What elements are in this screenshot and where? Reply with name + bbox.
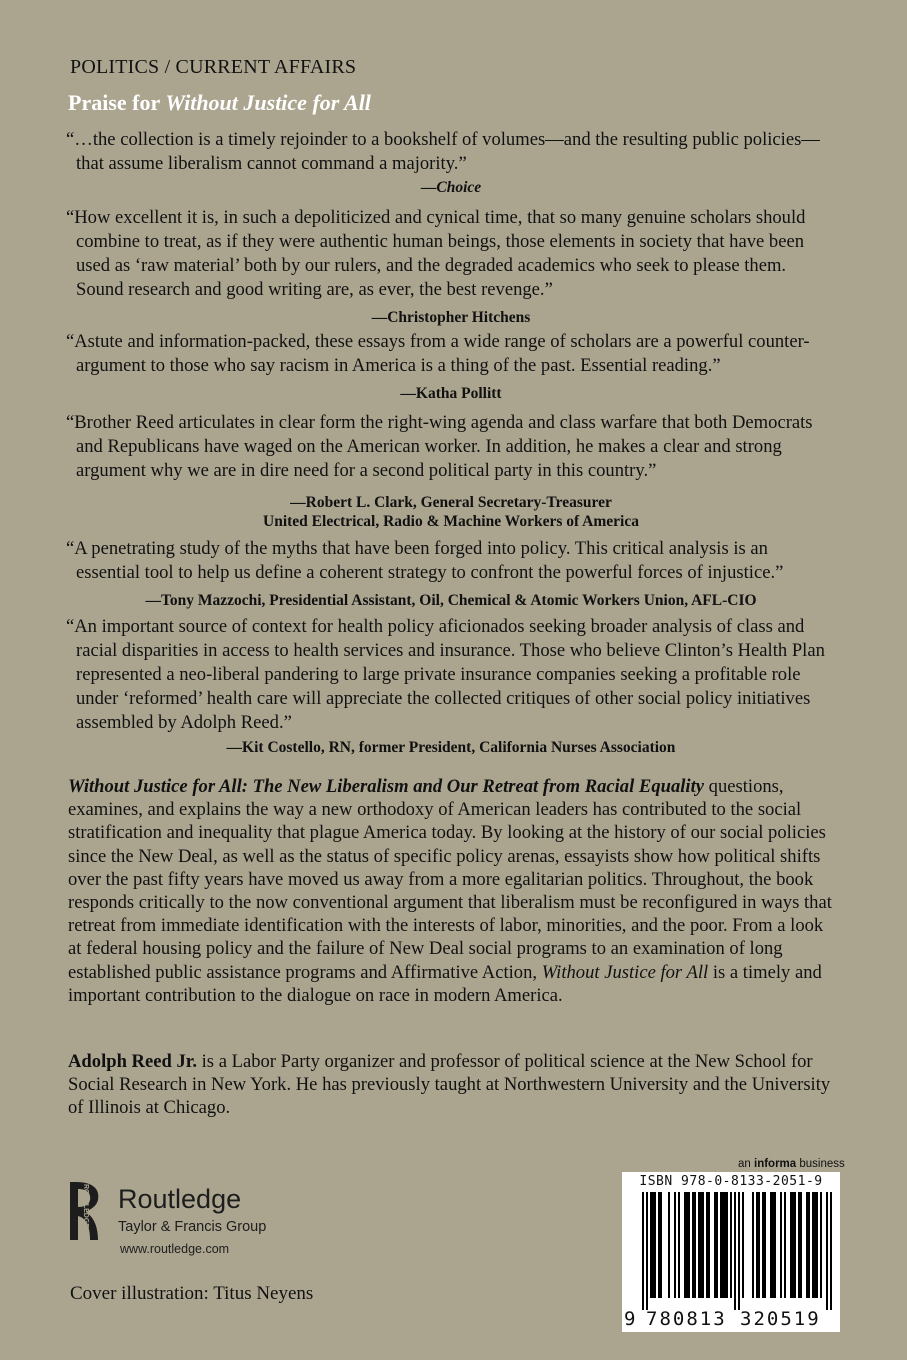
author-bio-text: is a Labor Party organizer and professor of political science at the New School for Social Research in New York. He has previously taught at Northwestern University and the University of Illinois at Chicago. <box>68 1051 831 1119</box>
barcode-bar <box>674 1192 676 1298</box>
isbn-barcode <box>622 1172 840 1332</box>
barcode-bar <box>764 1192 766 1298</box>
barcode-bar <box>716 1192 718 1298</box>
barcode-bars <box>628 1192 834 1310</box>
barcode-bar <box>784 1192 786 1298</box>
quote-text: “How excellent it is, in such a depoliticized and cynical time, that so many genuine scholars should combine to treat, as if they were authentic human beings, those elements in society that have been used as ‘raw material’ both by our rulers, and the degraded academics who seek to please them. Sound research and good writing are, as ever, the best revenge.” <box>66 207 806 300</box>
barcode-bar <box>774 1192 776 1298</box>
barcode-bar <box>742 1192 744 1298</box>
quote-block <box>66 411 836 531</box>
quote-block <box>66 615 836 757</box>
barcode-bar <box>642 1192 644 1310</box>
barcode-bar <box>660 1192 662 1298</box>
barcode-bar <box>752 1192 754 1298</box>
barcode-bar <box>830 1192 832 1310</box>
publisher-logo <box>68 1180 288 1260</box>
barcode-bar <box>800 1192 802 1298</box>
praise-prefix: Praise for <box>68 90 166 115</box>
barcode-bar <box>820 1192 822 1298</box>
barcode-bar <box>722 1192 724 1298</box>
quote-block <box>66 128 836 197</box>
quote-attribution <box>66 178 836 197</box>
quote-text: “…the collection is a timely rejoinder to a bookshelf of volumes—and the resulting public policies—that assume liberalism cannot command a majority.” <box>66 129 820 174</box>
barcode-bar <box>686 1192 688 1298</box>
attribution-line-2: United Electrical, Radio & Machine Workers of America <box>263 513 639 530</box>
barcode-bar <box>772 1192 774 1298</box>
parent-brand: informa <box>754 1158 797 1170</box>
barcode-bar <box>730 1192 732 1298</box>
barcode-bar <box>734 1192 736 1310</box>
cover-credit: Cover illustration: Titus Neyens <box>70 1283 314 1304</box>
publisher-url: www.routledge.com <box>120 1242 230 1256</box>
quote-text: “A penetrating study of the myths that have been forged into policy. This critical analysis is an essential tool to help us define a coherent strategy to confront the powerful forces of injustice.” <box>66 538 784 583</box>
barcode-bar <box>724 1192 726 1298</box>
barcode-bar <box>694 1192 696 1298</box>
description-text-2: is a timely and important contribution to the dialogue on race in modern America. <box>68 961 822 1006</box>
barcode-bar <box>678 1192 680 1298</box>
barcode-bar <box>646 1192 648 1310</box>
barcode-bar <box>688 1192 690 1298</box>
barcode-bar <box>814 1192 816 1298</box>
quote-attribution: —Katha Pollitt <box>400 385 502 402</box>
quote-attribution: —Christopher Hitchens <box>371 309 531 326</box>
barcode-bar <box>654 1192 656 1298</box>
barcode-bar <box>702 1192 704 1298</box>
barcode-bar <box>706 1192 708 1298</box>
barcode-bar <box>720 1192 722 1298</box>
parent-prefix: an <box>738 1158 754 1170</box>
barcode-bar <box>790 1192 792 1298</box>
barcode-digit-first: 9 <box>624 1308 636 1330</box>
barcode-bar <box>780 1192 782 1298</box>
quote-text: “Astute and information-packed, these essays from a wide range of scholars are a powerful counter-argument to those who say racism in America is a thing of the past. Essential reading.” <box>66 331 810 376</box>
barcode-bar <box>650 1192 652 1298</box>
author-bio <box>68 1050 838 1120</box>
barcode-bar <box>698 1192 700 1298</box>
quote-text: “An important source of context for health policy aficionados seeking broader analysis of class and racial disparities in access to health services and insurance. Those who believe Clinton’s Health Plan represented a neo-liberal pandering to large private insurance companies seeking a profitable role under ‘reformed’ health care will appreciate the collected critiques of other social policy initiatives assembled by Adolph Reed.” <box>66 616 825 733</box>
description-text-1: questions, examines, and explains the way a new orthodoxy of American leaders has contributed to the social stratification and inequality that plague America today. By looking at the history of our social policies since the New Deal, as well as the status of specific policy arenas, essayists show how political shifts over the past fifty years have moved us away from a more egalitarian politics. Throughout, the book responds critically to the now conventional argument that liberalism must be reconfigured in ways that retreat from immediate identification with the interests of labor, minorities, and the poor. From a look at federal housing policy and the failure of New Deal social programs to an examination of long established public assistance programs and Affirmative Action, <box>68 776 832 983</box>
praise-heading <box>68 90 371 116</box>
author-name: Adolph Reed Jr. <box>68 1051 197 1072</box>
book-description <box>68 775 838 1007</box>
barcode-bar <box>762 1192 764 1298</box>
barcode-bar <box>812 1192 814 1298</box>
barcode-digits-right: 320519 <box>740 1308 821 1330</box>
quote-text: “Brother Reed articulates in clear form the right-wing agenda and class warfare that both Democrats and Republicans have waged on the American worker. In addition, he makes a clear and strong argument why we are in dire need for a second political party in this country.” <box>66 412 813 481</box>
quote-attribution <box>66 493 836 531</box>
barcode-bar <box>658 1192 660 1298</box>
quote-block <box>66 206 836 327</box>
isbn-label: ISBN 978-0-8133-2051-9 <box>639 1174 823 1189</box>
attribution-dash: — <box>420 179 437 196</box>
quote-attribution: —Kit Costello, RN, former President, California Nurses Association <box>226 739 676 756</box>
quote-block <box>66 330 836 403</box>
barcode-bar <box>798 1192 800 1298</box>
publisher-name: Routledge <box>118 1184 242 1214</box>
publisher-group: Taylor & Francis Group <box>118 1219 267 1235</box>
routledge-logo-icon <box>68 1180 104 1242</box>
praise-book-title: Without Justice for All <box>165 90 371 115</box>
barcode-bar <box>692 1192 694 1298</box>
barcode-bar <box>758 1192 760 1298</box>
barcode-bar <box>816 1192 818 1298</box>
parent-company <box>738 1158 845 1170</box>
barcode-bar <box>738 1192 740 1310</box>
logo-spine-text: ROUTLEDGE <box>82 1184 89 1228</box>
barcode-bar <box>770 1192 772 1298</box>
description-book-title: Without Justice for All: The New Liberalism and Our Retreat from Racial Equality <box>68 776 705 797</box>
barcode-bar <box>708 1192 710 1298</box>
barcode-bar <box>808 1192 810 1298</box>
barcode-bar <box>700 1192 702 1298</box>
quote-attribution: —Tony Mazzochi, Presidential Assistant, Oil, Chemical & Atomic Workers Union, AFL-CIO <box>145 592 757 609</box>
barcode-bar <box>652 1192 654 1298</box>
category-label: POLITICS / CURRENT AFFAIRS <box>70 56 357 78</box>
barcode-bar <box>756 1192 758 1298</box>
barcode-bar <box>714 1192 716 1298</box>
barcode-bar <box>668 1192 670 1298</box>
barcode-bar <box>684 1192 686 1298</box>
parent-suffix: business <box>796 1158 845 1170</box>
quote-block <box>66 537 836 610</box>
barcode-bar <box>806 1192 808 1298</box>
barcode-bar <box>726 1192 728 1298</box>
description-inline-title: Without Justice for All <box>541 961 709 983</box>
barcode-bar <box>792 1192 794 1298</box>
barcode-bar <box>826 1192 828 1310</box>
barcode-bar <box>794 1192 796 1298</box>
barcode-digits-left: 780813 <box>646 1308 727 1330</box>
attribution-line-1: —Robert L. Clark, General Secretary-Treasurer <box>290 494 612 511</box>
attribution-source: Choice <box>436 179 482 196</box>
